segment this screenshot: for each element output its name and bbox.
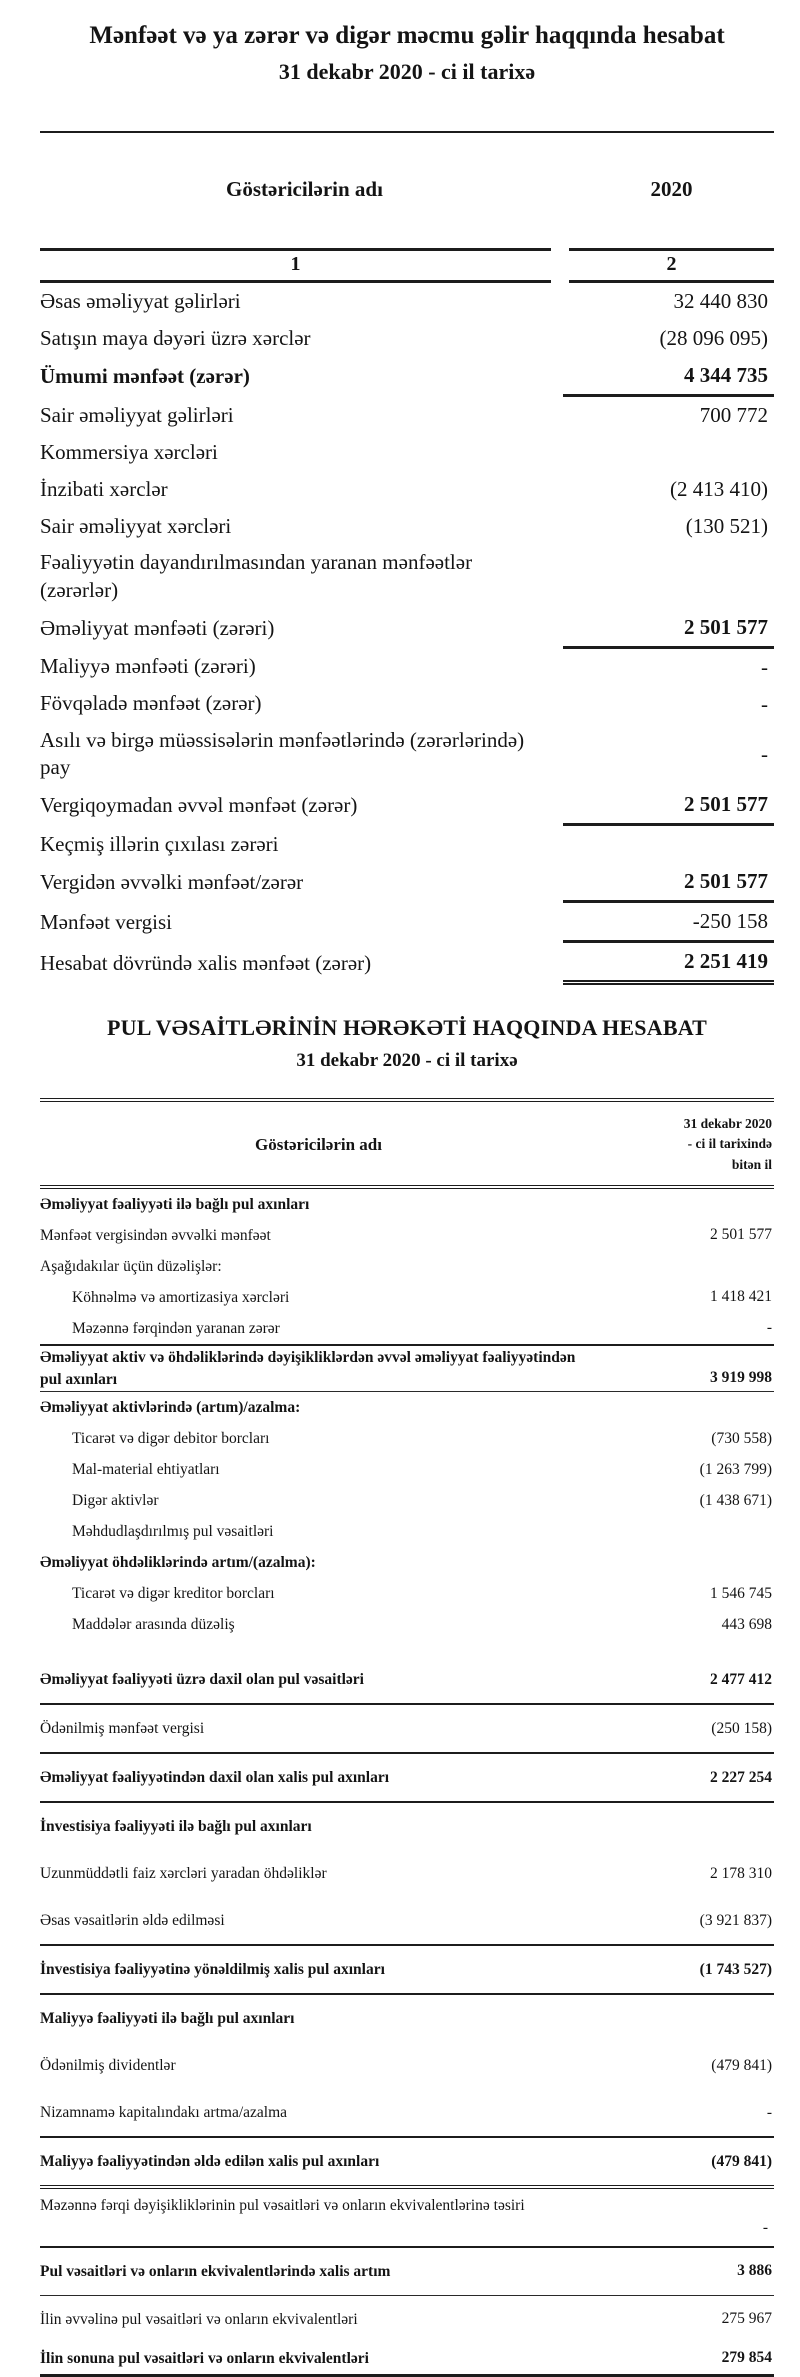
table-row [40, 2089, 774, 2136]
table-row [40, 826, 774, 863]
row-value: - [761, 654, 768, 679]
table-row [40, 1609, 774, 1640]
row-label: Maliyyə fəaliyyətindən əldə edilən xalis pul axınları [40, 2152, 380, 2170]
row-value: -250 158 [563, 903, 774, 943]
table-row [40, 1801, 774, 1850]
row-label: Mənfəət vergisindən əvvəlki mənfəət [40, 1226, 271, 1244]
table-row [40, 903, 774, 943]
cash-flow-statement [40, 1015, 774, 2377]
row-label: Ticarət və digər kreditor borcları [72, 1584, 275, 1602]
row-label: Əməliyyat fəaliyyəti ilə bağlı pul axınları [40, 1195, 310, 1213]
row-label: Əməliyyat aktiv və öhdəliklərində dəyişikliklərdən əvvəl əməliyyat fəaliyyətindən pul axınları [40, 1348, 576, 1388]
table-row [40, 723, 774, 786]
table-row [40, 1944, 774, 1993]
row-value: (730 558) [711, 1429, 772, 1447]
table-row [40, 357, 774, 397]
row-value: - [766, 1319, 772, 1337]
table-row [40, 508, 774, 545]
row-value: - [761, 691, 768, 716]
row-value: (130 521) [685, 514, 768, 539]
row-label: Maliyyə fəaliyyəti ilə bağlı pul axınları [40, 2009, 295, 2027]
cash-flow-table-header [40, 1102, 774, 1189]
row-label: Əsas vəsaitlərin əldə edilməsi [40, 1911, 225, 1929]
row-value [563, 826, 774, 863]
row-value: (1 263 799) [699, 1460, 772, 1478]
table-row [40, 1282, 774, 1313]
table-row [40, 1993, 774, 2042]
table-row [40, 1344, 774, 1391]
row-label: Uzunmüddətli faiz xərcləri yaradan öhdəliklər [40, 1864, 327, 1882]
row-label: Ticarət və digər debitor borcları [72, 1429, 270, 1447]
row-value: 2 477 412 [710, 1670, 772, 1688]
table-row [40, 943, 774, 985]
row-label: Vergidən əvvəlki mənfəət/zərər [40, 870, 304, 895]
period-line: 31 dekabr 2020 [683, 1116, 772, 1132]
table-row [40, 2246, 774, 2295]
row-value: (1 438 671) [699, 1491, 772, 1509]
row-value: 2 501 577 [563, 786, 774, 826]
row-label: Maliyyə mənfəəti (zərəri) [40, 654, 256, 679]
table-row [40, 1516, 774, 1547]
row-label: Kommersiya xərcləri [40, 439, 218, 464]
row-label: Ümumi mənfəət (zərər) [40, 364, 250, 389]
table-row [40, 1485, 774, 1516]
income-statement-title: Mənfəət və ya zərər və digər məcmu gəlir haqqında hesabat [89, 22, 725, 49]
column-header-name: Göstəricilərin adı [226, 177, 383, 202]
row-label: Əsas əməliyyat gəlirləri [40, 288, 241, 313]
row-label: Keçmiş illərin çıxılası zərəri [40, 831, 279, 856]
row-value: 2 251 419 [563, 943, 774, 985]
table-row [40, 2185, 774, 2246]
row-value: 4 344 735 [563, 357, 774, 397]
table-row [40, 1752, 774, 1801]
row-label: Ödənilmiş mənfəət vergisi [40, 1719, 205, 1737]
row-label: Məzənnə fərqi dəyişikliklərinin pul vəsaitləri və onların ekvivalentlərinə təsiri [40, 2197, 525, 2215]
row-label: İnzibati xərclər [40, 476, 168, 501]
table-row [40, 1251, 774, 1282]
row-value: - [766, 2103, 772, 2121]
table-row [40, 283, 774, 320]
income-statement [40, 20, 774, 985]
row-value: 700 772 [699, 403, 768, 428]
period-line: - ci il tarixində [687, 1136, 772, 1152]
column-header-period: 2020 [650, 177, 693, 202]
table-row [40, 2042, 774, 2089]
cash-flow-title: PUL VƏSAİTLƏRİNİN HƏRƏKƏTİ HAQQINDA HESABAT [106, 1015, 708, 1041]
table-row [40, 2136, 774, 2185]
table-row [40, 2295, 774, 2343]
table-row [40, 686, 774, 723]
table-row [40, 1189, 774, 1220]
table-row [40, 1703, 774, 1752]
row-label: Asılı və birgə müəssisələrin mənfəətlərində (zərərlərində) pay [40, 727, 525, 780]
row-value: 443 698 [721, 1615, 772, 1633]
row-label: Fövqəladə mənfəət (zərər) [40, 691, 262, 716]
row-value: 2 227 254 [710, 1768, 772, 1786]
row-value: 3 919 998 [710, 1369, 772, 1387]
row-label: Mənfəət vergisi [40, 910, 172, 935]
table-row [40, 2343, 774, 2374]
row-label: Əməliyyat mənfəəti (zərəri) [40, 615, 275, 640]
row-value: 1 546 745 [710, 1584, 772, 1602]
row-label: Satışın maya dəyəri üzrə xərclər [40, 325, 311, 350]
cash-flow-table-rows [40, 1189, 774, 2374]
table-row [40, 1578, 774, 1609]
column-index-name: 1 [40, 248, 551, 283]
row-label: Mal-material ehtiyatları [72, 1460, 220, 1478]
column-header-period [597, 1114, 774, 1175]
row-value: 32 440 830 [673, 289, 768, 314]
row-value: 275 967 [721, 2310, 772, 2328]
income-statement-subtitle: 31 dekabr 2020 - ci il tarixə [278, 59, 536, 85]
cash-flow-subtitle: 31 dekabr 2020 - ci il tarixə [296, 1050, 518, 1072]
table-row [40, 1423, 774, 1454]
table-row [40, 1313, 774, 1344]
table-row [40, 434, 774, 471]
column-header-name: Göstəricilərin adı [254, 1134, 382, 1154]
table-row [40, 786, 774, 826]
row-label: Vergiqoymadan əvvəl mənfəət (zərər) [40, 793, 358, 818]
row-label: Əməliyyat fəaliyyəti üzrə daxil olan pul vəsaitləri [40, 1670, 364, 1688]
row-label: Digər aktivlər [72, 1491, 159, 1509]
row-label: Maddələr arasında düzəliş [72, 1615, 235, 1633]
table-row [40, 1547, 774, 1578]
row-label: İlin əvvəlinə pul vəsaitləri və onların ekvivalentləri [40, 2310, 358, 2328]
row-value: 2 501 577 [563, 609, 774, 649]
table-row [40, 1850, 774, 1897]
row-label: Nizamnamə kapitalındakı artma/azalma [40, 2103, 288, 2121]
column-index-period: 2 [569, 248, 774, 283]
row-label: Məhdudlaşdırılmış pul vəsaitləri [72, 1522, 274, 1540]
table-row [40, 1220, 774, 1251]
period-line: bitən il [731, 1156, 772, 1172]
row-label: Köhnəlmə və amortizasiya xərcləri [72, 1288, 290, 1306]
table-row [40, 863, 774, 903]
row-label: İnvestisiya fəaliyyəti ilə bağlı pul axınları [40, 1817, 312, 1835]
row-label: Fəaliyyətin dayandırılmasından yaranan mənfəətlər (zərərlər) [40, 550, 473, 602]
row-value: 2 501 577 [710, 1226, 772, 1244]
table-row [40, 471, 774, 508]
table-row [40, 1897, 774, 1944]
row-label: Ödənilmiş dividentlər [40, 2056, 176, 2074]
divider [40, 131, 774, 133]
row-label: Əməliyyat fəaliyyətindən daxil olan xalis pul axınları [40, 1768, 390, 1786]
row-label: Məzənnə fərqindən yaranan zərər [72, 1319, 280, 1337]
row-value [563, 434, 774, 471]
table-row [40, 545, 774, 608]
row-value: (479 841) [711, 2152, 772, 2170]
row-value: - [762, 2218, 768, 2236]
cash-flow-table [40, 1098, 774, 2377]
table-row [40, 397, 774, 434]
row-value: (28 096 095) [659, 326, 768, 351]
income-table-rows [40, 283, 774, 985]
row-label: Hesabat dövründə xalis mənfəət (zərər) [40, 951, 372, 976]
row-value: (479 841) [711, 2056, 772, 2074]
income-table-header [40, 177, 774, 202]
row-value: - [761, 741, 768, 766]
table-row [40, 320, 774, 357]
table-row [40, 1454, 774, 1485]
row-value: (1 743 527) [699, 1960, 772, 1978]
row-value: (2 413 410) [670, 477, 768, 502]
row-label: Sair əməliyyat gəlirləri [40, 402, 234, 427]
row-label: Əməliyyat öhdəliklərində artım/(azalma): [40, 1553, 316, 1571]
row-value: 2 501 577 [563, 863, 774, 903]
row-value [563, 545, 774, 608]
row-label: Əməliyyat aktivlərində (artım)/azalma: [40, 1398, 301, 1416]
row-label: Aşağıdakılar üçün düzəlişlər: [40, 1257, 222, 1275]
row-value: 3 886 [737, 2262, 772, 2280]
row-value: 279 854 [721, 2349, 772, 2367]
table-row [40, 1391, 774, 1423]
row-label: Sair əməliyyat xərcləri [40, 513, 232, 538]
row-label: İlin sonuna pul vəsaitləri və onların ekvivalentləri [40, 2349, 369, 2367]
row-value: 1 418 421 [710, 1288, 772, 1306]
table-row [40, 609, 774, 649]
row-value: 2 178 310 [710, 1864, 772, 1882]
row-value: (3 921 837) [699, 1911, 772, 1929]
column-index-band [40, 248, 774, 283]
table-row [40, 1656, 774, 1703]
table-row [40, 649, 774, 686]
row-label: İnvestisiya fəaliyyətinə yönəldilmiş xalis pul axınları [40, 1960, 385, 1978]
row-label: Pul vəsaitləri və onların ekvivalentlərində xalis artım [40, 2262, 391, 2280]
row-value: (250 158) [711, 1719, 772, 1737]
